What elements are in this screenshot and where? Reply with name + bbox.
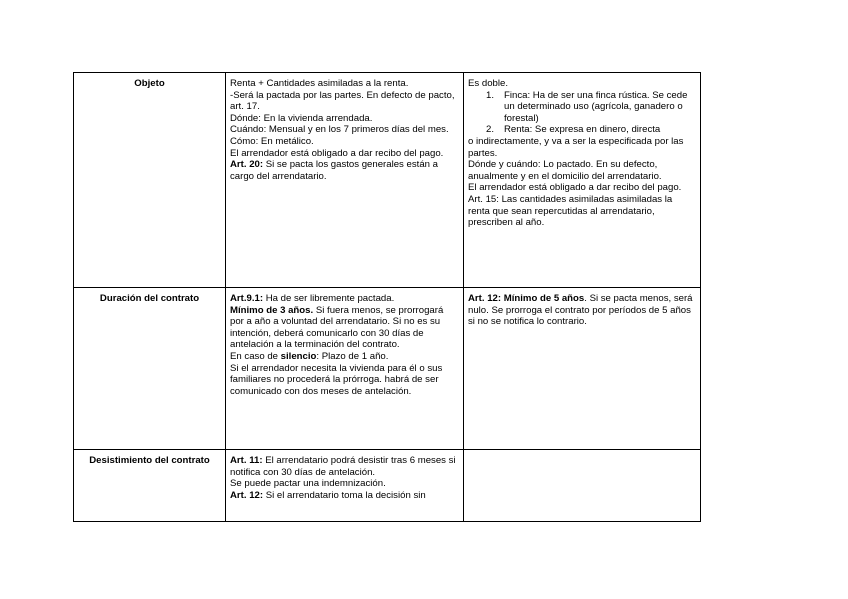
list-item	[468, 90, 696, 125]
article-ref: Art.9.1:	[230, 293, 264, 304]
text-line	[230, 159, 459, 182]
text-line	[230, 293, 459, 305]
text-line: Se puede pactar una indemnización.	[230, 478, 386, 490]
comparison-table	[73, 72, 701, 522]
text-line: Cómo: En metálico.	[230, 135, 314, 147]
text-line	[230, 351, 459, 363]
desistimiento-urban-cell	[226, 450, 464, 522]
article-ref: Art. 12:	[230, 489, 264, 501]
text-run: : Plazo de 1 año.	[316, 350, 389, 362]
emphasis: silencio	[280, 350, 317, 362]
list-number: 1.	[486, 89, 495, 101]
text-run: Ha de ser libremente pactada.	[263, 293, 395, 304]
objeto-rural-cell	[464, 73, 701, 288]
article-ref: Art. 20:	[230, 159, 264, 171]
text-line	[230, 490, 459, 502]
text-line: El arrendador está obligado a dar recibo del pago.	[230, 147, 444, 159]
text-line: Si el arrendador necesita la vivienda para él o sus familiares no procederá la prórroga. habrá de ser comunicado con dos meses de antelación.	[230, 362, 443, 397]
text-run: . Si se pacta menos, será nulo. Se prorroga el contrato por períodos de 5 años si no se notifica lo contrario.	[468, 293, 693, 328]
list-text: Renta: Se expresa en dinero, directa	[504, 124, 661, 136]
text-line: Art. 15: Las cantidades asimiladas asimiladas la renta que sean repercutidas al arrendatario, prescriben al año.	[468, 193, 673, 229]
text-line: Es doble.	[468, 78, 509, 89]
text-line: El arrendador está obligado a dar recibo del pago.	[468, 182, 682, 194]
article-ref: Art. 12:	[468, 293, 502, 304]
text-line: Dónde y cuándo: Lo pactado. En su defecto, anualmente y en el domicilio del arrendatario.	[468, 159, 662, 182]
list-number: 2.	[486, 124, 495, 136]
emphasis: Mínimo de 3 años.	[230, 304, 314, 316]
desistimiento-rural-cell	[464, 450, 701, 522]
text-line	[230, 305, 459, 351]
table-row-duracion	[74, 288, 701, 450]
text-run: En caso de	[230, 350, 281, 362]
text-run: Si se pacta los gastos generales están a cargo del arrendatario.	[230, 159, 438, 182]
text-line: -Será la pactada por las partes. En defecto de pacto, art. 17.	[230, 89, 455, 113]
objeto-urban-cell	[226, 73, 464, 288]
text-line: o indirectamente, y va a ser la especificada por las partes.	[468, 135, 684, 159]
article-ref: Art. 11:	[230, 455, 263, 466]
list-text: Finca: Ha de ser una finca rústica. Se cede un determinado uso (agrícola, ganadero o forestal)	[504, 89, 688, 124]
row-label-duracion: Duración del contrato	[74, 288, 226, 450]
text-line: Renta + Cantidades asimiladas a la renta.	[230, 78, 409, 89]
row-label-objeto: Objeto	[74, 73, 226, 288]
text-line: Dónde: En la vivienda arrendada.	[230, 112, 373, 124]
text-line	[230, 455, 459, 478]
text-line: Cuándo: Mensual y en los 7 primeros días del mes.	[230, 124, 449, 136]
row-label-desistimiento: Desistimiento del contrato	[74, 450, 226, 522]
text-run: El arrendatario podrá desistir tras 6 meses si notifica con 30 días de antelación.	[230, 455, 456, 478]
duracion-urban-cell	[226, 288, 464, 450]
text-run: Si fuera menos, se prorrogará por a año a voluntad del arrendatario. Si no es su intención, deberá comunicarlo con 30 días de antelación a la terminación del contrato.	[230, 304, 444, 351]
text-run: Si el arrendatario toma la decisión sin	[263, 489, 426, 501]
list-item	[468, 124, 696, 136]
table-row-desistimiento	[74, 450, 701, 522]
text-line	[468, 293, 696, 328]
table-row-objeto	[74, 73, 701, 288]
emphasis: Mínimo de 5 años	[503, 293, 585, 304]
duracion-rural-cell	[464, 288, 701, 450]
